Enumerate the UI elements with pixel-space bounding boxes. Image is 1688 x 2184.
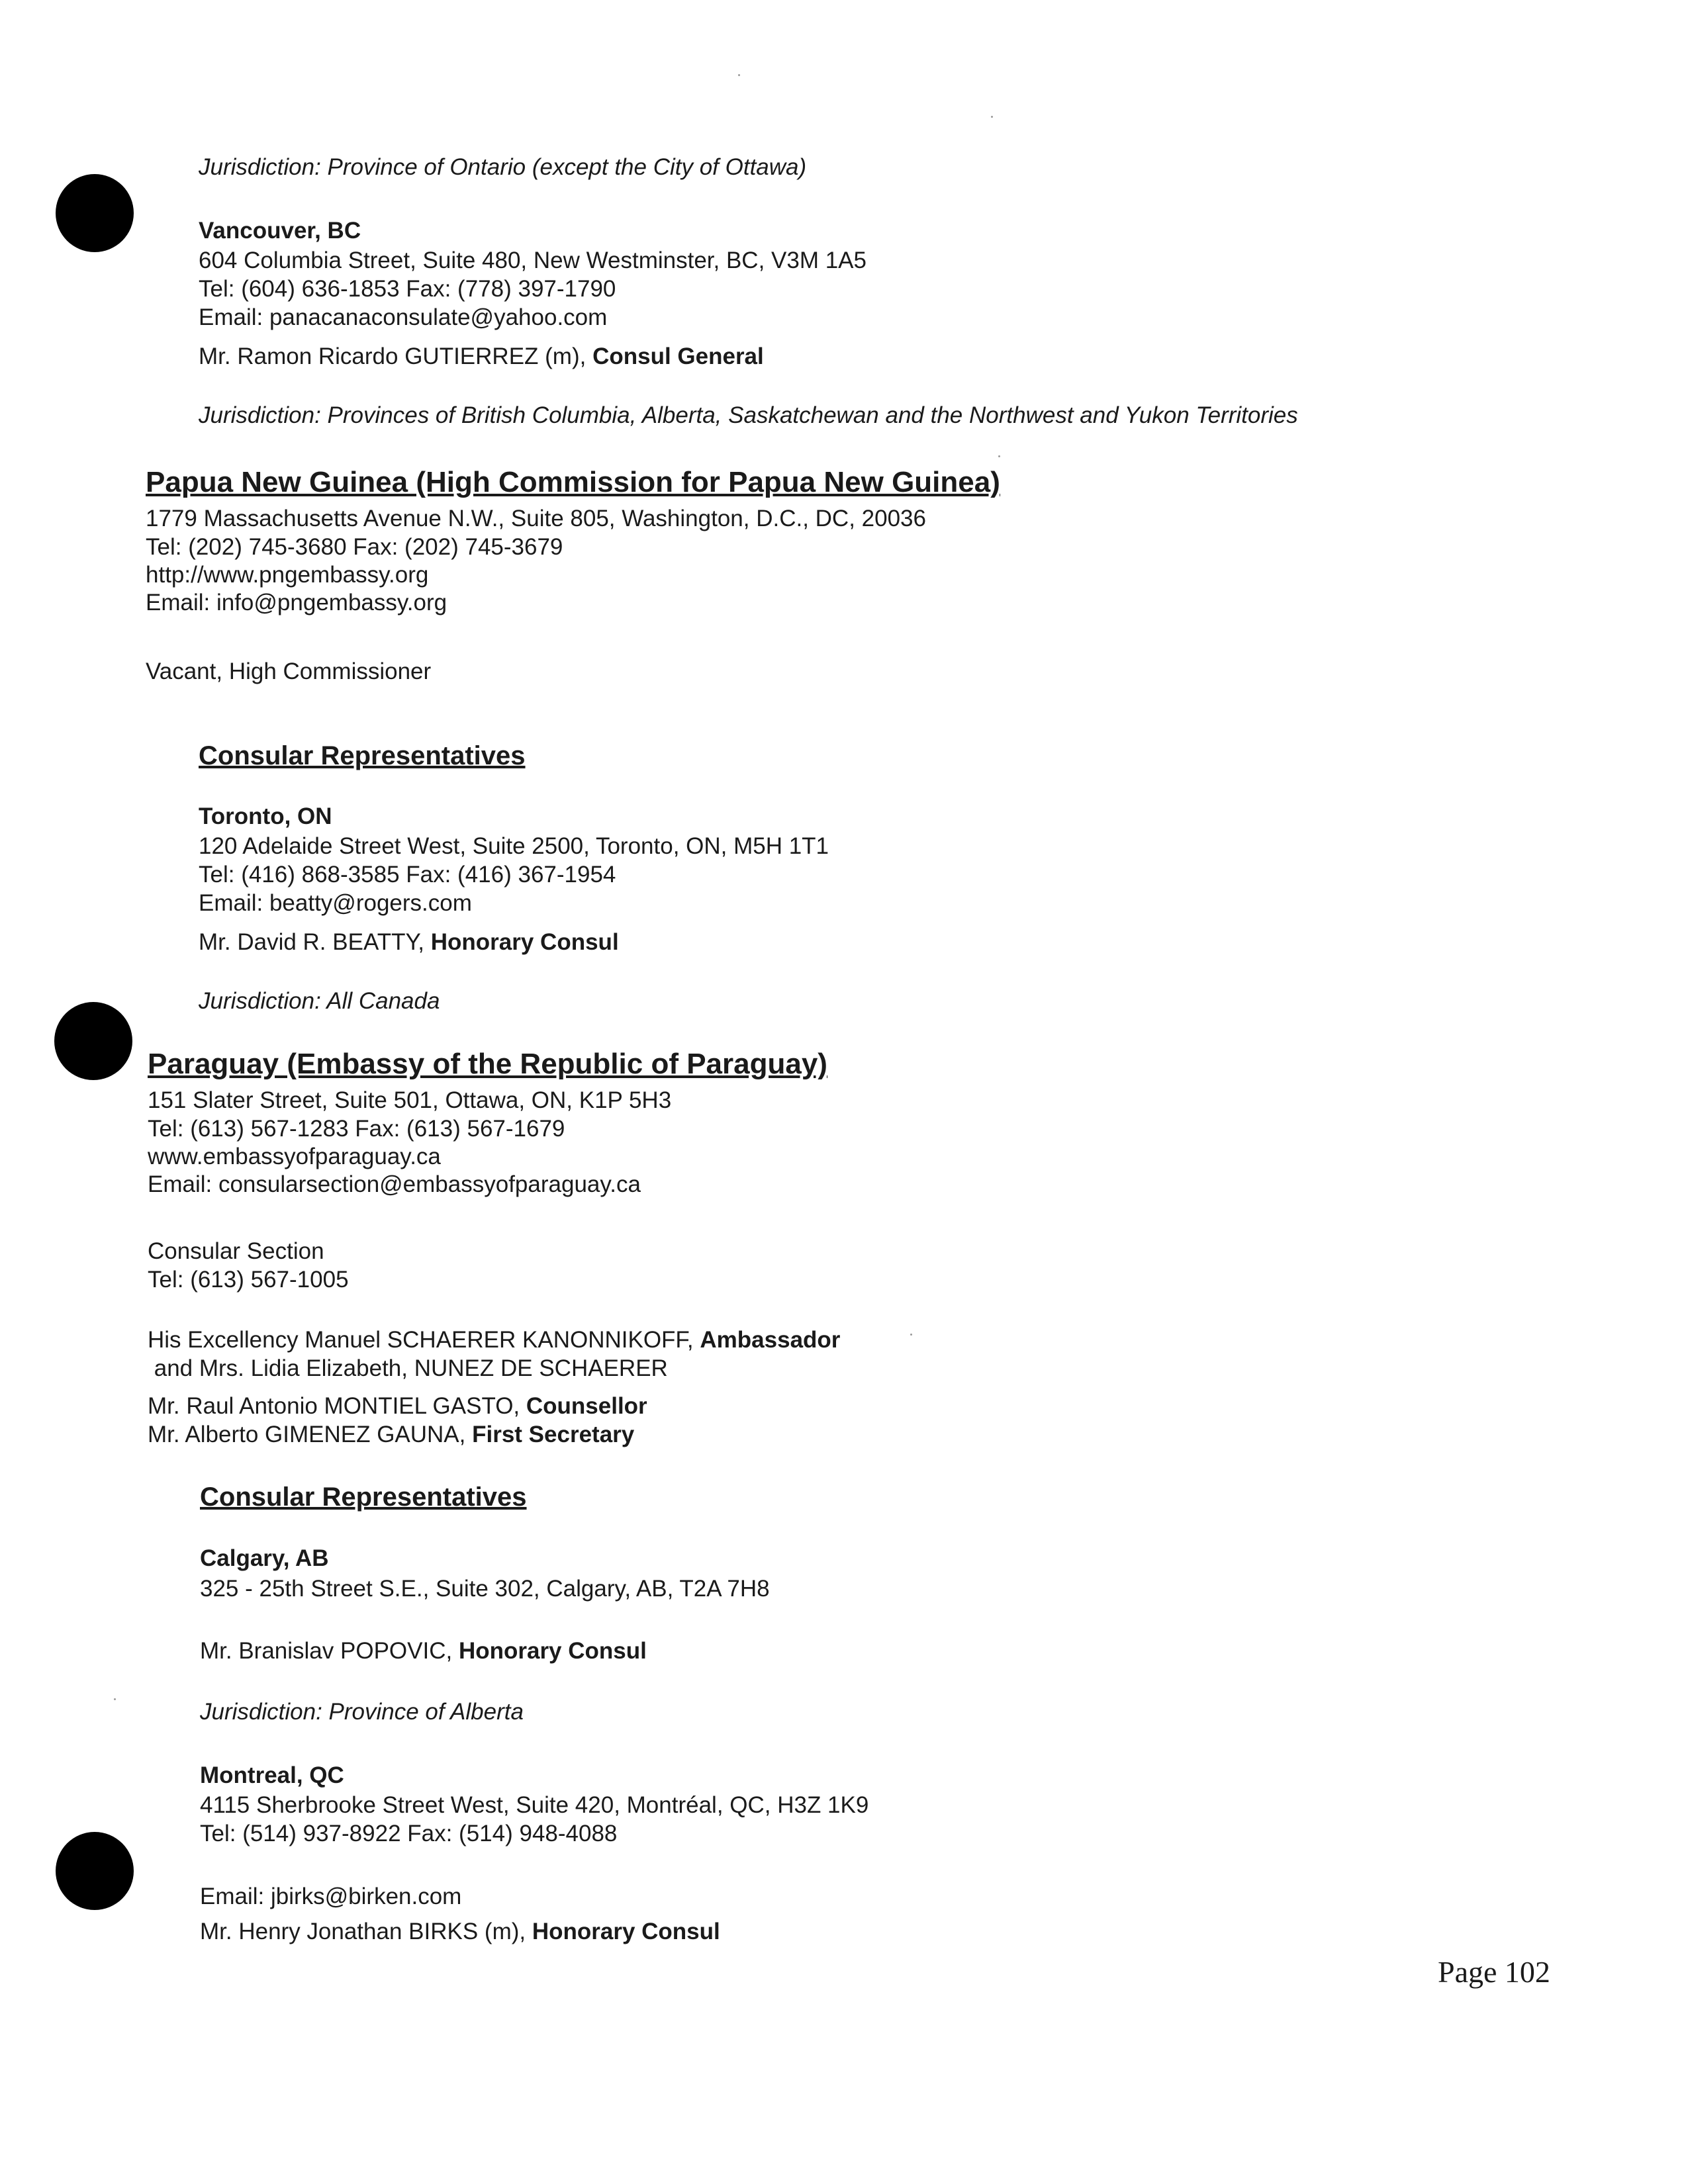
montreal-address: 4115 Sherbrooke Street West, Suite 420, Montréal, QC, H3Z 1K9 [200, 1792, 869, 1818]
montreal-city: Montreal, QC [200, 1762, 344, 1788]
staff-title: Ambassador [700, 1327, 841, 1353]
staff-name: His Excellency Manuel SCHAERER KANONNIKOFF, [148, 1327, 700, 1353]
paraguay-staff-first-secretary [148, 1421, 634, 1449]
calgary-title: Honorary Consul [458, 1638, 647, 1664]
montreal-title: Honorary Consul [532, 1919, 720, 1944]
toronto-person-line [199, 929, 619, 956]
staff-name: Mr. Alberto GIMENEZ GAUNA, [148, 1422, 473, 1447]
toronto-email: Email: beatty@rogers.com [199, 890, 472, 916]
montreal-tel: Tel: (514) 937-8922 Fax: (514) 948-4088 [200, 1821, 618, 1846]
toronto-title: Honorary Consul [430, 929, 619, 955]
page-number: Page 102 [1438, 1955, 1550, 1989]
png-web: http://www.pngembassy.org [146, 562, 429, 588]
png-head-of-mission: Vacant, High Commissioner [146, 659, 432, 684]
paraguay-staff-counsellor [148, 1392, 647, 1420]
toronto-jurisdiction: Jurisdiction: All Canada [199, 988, 440, 1014]
jurisdiction-ontario: Jurisdiction: Province of Ontario (except the City of Ottawa) [199, 154, 807, 180]
punch-hole-middle [54, 1002, 132, 1080]
png-email: Email: info@pngembassy.org [146, 590, 447, 615]
montreal-person-line [200, 1918, 720, 1946]
montreal-person: Mr. Henry Jonathan BIRKS (m), [200, 1919, 532, 1944]
toronto-address: 120 Adelaide Street West, Suite 2500, Toronto, ON, M5H 1T1 [199, 833, 829, 859]
calgary-city: Calgary, AB [200, 1545, 329, 1571]
montreal-email: Email: jbirks@birken.com [200, 1884, 462, 1909]
toronto-person: Mr. David R. BEATTY, [199, 929, 431, 955]
scan-speck [991, 116, 993, 118]
calgary-person: Mr. Branislav POPOVIC, [200, 1638, 459, 1664]
vancouver-email: Email: panacanaconsulate@yahoo.com [199, 304, 608, 330]
paraguay-staff-spouse [148, 1355, 668, 1383]
paraguay-consular-heading: Consular Representatives [200, 1482, 527, 1512]
punch-hole-bottom [56, 1832, 134, 1910]
paraguay-email: Email: consularsection@embassyofparaguay.ca [148, 1171, 641, 1197]
paraguay-consular-tel: Tel: (613) 567-1005 [148, 1267, 349, 1293]
paraguay-heading: Paraguay (Embassy of the Republic of Paraguay) [148, 1048, 827, 1080]
png-tel: Tel: (202) 745-3680 Fax: (202) 745-3679 [146, 534, 563, 560]
paraguay-address: 151 Slater Street, Suite 501, Ottawa, ON, K1P 5H3 [148, 1087, 672, 1113]
paraguay-consular-section: Consular Section [148, 1238, 324, 1264]
scan-speck [998, 455, 1000, 457]
png-consular-heading: Consular Representatives [199, 741, 526, 770]
toronto-tel: Tel: (416) 868-3585 Fax: (416) 367-1954 [199, 862, 616, 887]
scan-speck [114, 1698, 116, 1700]
paraguay-staff-ambassador [148, 1326, 840, 1354]
staff-title: Counsellor [526, 1393, 647, 1419]
vancouver-address: 604 Columbia Street, Suite 480, New Westminster, BC, V3M 1A5 [199, 248, 867, 273]
paraguay-tel: Tel: (613) 567-1283 Fax: (613) 567-1679 [148, 1116, 565, 1142]
vancouver-title: Consul General [592, 343, 764, 369]
vancouver-jurisdiction: Jurisdiction: Provinces of British Columbia, Alberta, Saskatchewan and the Northwest and Yukon Territories [199, 402, 1298, 428]
staff-title: First Secretary [472, 1422, 635, 1447]
scan-speck [738, 74, 740, 76]
toronto-city: Toronto, ON [199, 803, 332, 829]
png-address: 1779 Massachusetts Avenue N.W., Suite 805, Washington, D.C., DC, 20036 [146, 506, 926, 531]
png-heading: Papua New Guinea (High Commission for Papua New Guinea) [146, 466, 1000, 498]
scan-speck [910, 1334, 912, 1336]
paraguay-web: www.embassyofparaguay.ca [148, 1144, 441, 1169]
staff-name: Mr. Raul Antonio MONTIEL GASTO, [148, 1393, 526, 1419]
vancouver-tel: Tel: (604) 636-1853 Fax: (778) 397-1790 [199, 276, 616, 302]
vancouver-city: Vancouver, BC [199, 218, 361, 244]
vancouver-person: Mr. Ramon Ricardo GUTIERREZ (m), [199, 343, 593, 369]
calgary-person-line [200, 1637, 647, 1665]
calgary-address: 325 - 25th Street S.E., Suite 302, Calgary, AB, T2A 7H8 [200, 1576, 770, 1602]
calgary-jurisdiction: Jurisdiction: Province of Alberta [200, 1699, 524, 1725]
punch-hole-top [56, 174, 134, 252]
vancouver-person-line [199, 343, 764, 371]
staff-name: and Mrs. Lidia Elizabeth, NUNEZ DE SCHAERER [148, 1355, 668, 1381]
